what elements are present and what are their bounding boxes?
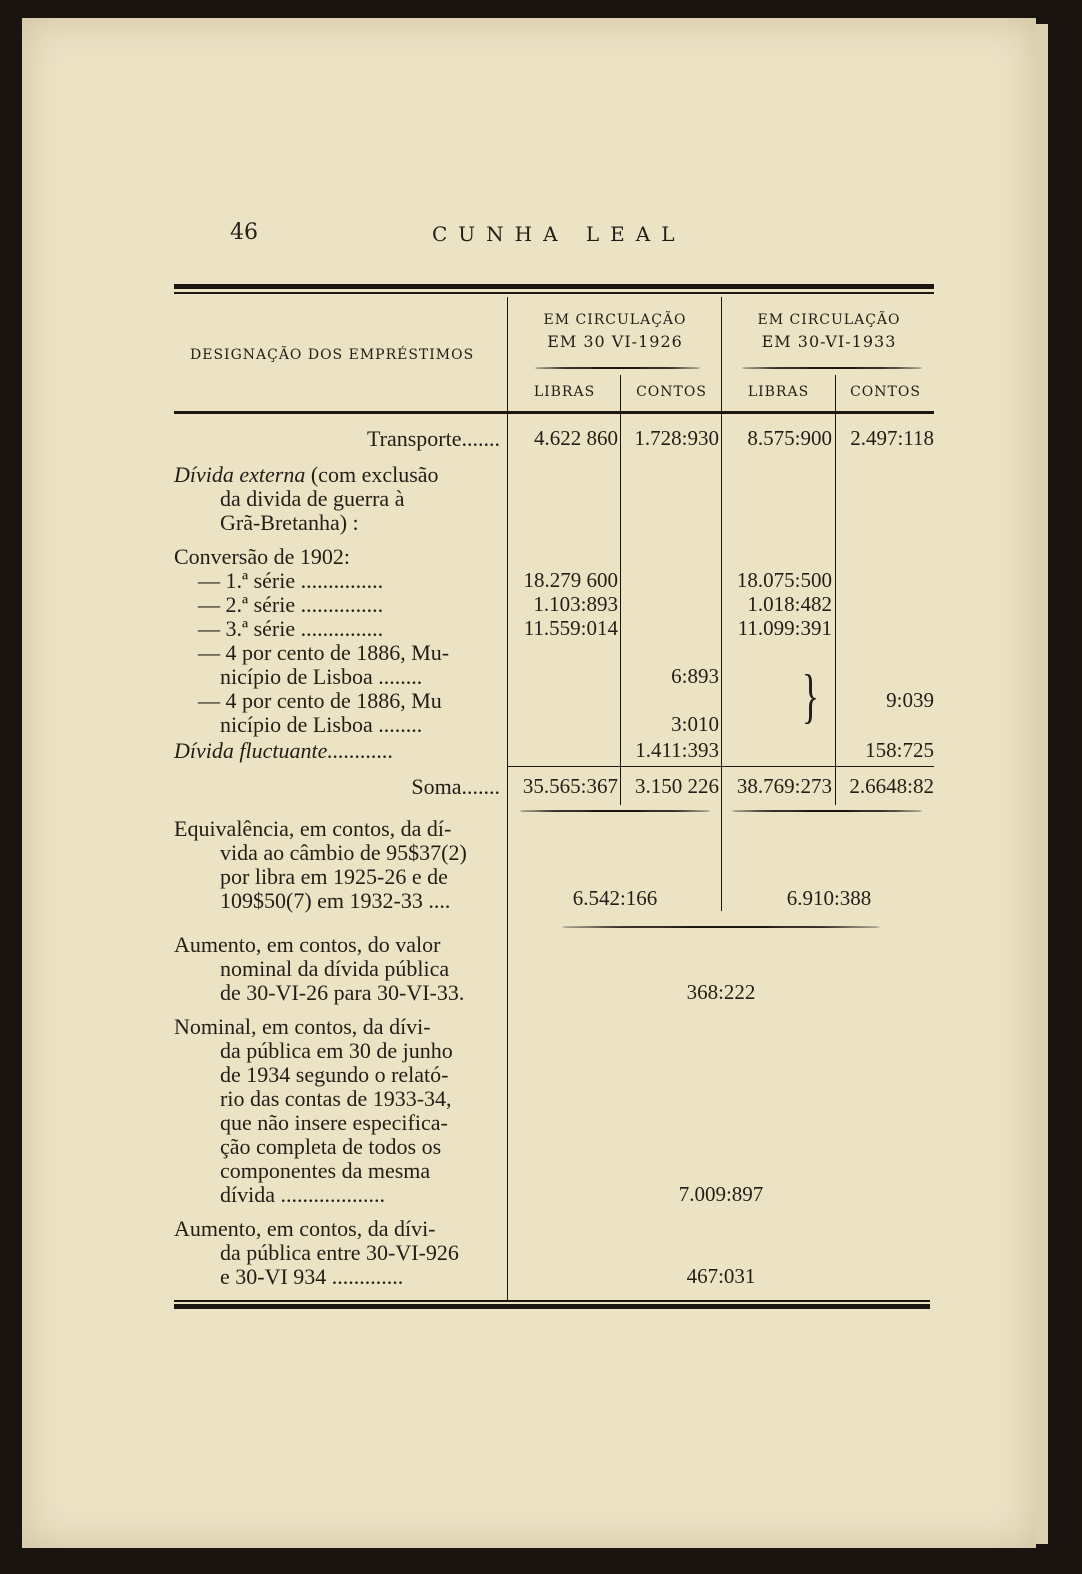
lisboa1-line1: — 4 por cento de 1886, Mu- [198,640,450,665]
soma-flourish-1933 [732,810,922,812]
aumento2-value: 467:031 [686,1264,756,1288]
equivalencia-line3: por libra em 1925-26 e de [220,864,448,889]
equivalencia-line1: Equivalência, em contos, da dí- [174,816,452,841]
nominal-line7: componentes da mesma [220,1158,431,1183]
aumento1-line3: de 30-VI-26 para 30-VI-33. [220,980,465,1005]
serie3-label: — 3.ª série ............... [198,616,384,641]
fluctuante-contos-1933: 158:725 [865,738,934,762]
lisboa1-line2: nicípio de Lisboa ........ [220,664,423,689]
equivalencia-value-1933: 6.910:388 [786,886,872,910]
lisboa2-contos-1926: 3:010 [671,712,719,736]
lisboa-brace: } [801,663,820,729]
page-edge [1036,24,1048,1544]
soma-libras-1933: 38.769:273 [736,774,832,798]
header-flourish-1926 [535,367,700,369]
transporte-contos-1933: 2.497:118 [850,426,934,450]
row-transporte-label: Transporte....... [366,426,500,451]
col-sub-libras-1926: LIBRAS [533,384,596,400]
col-header-1933-line2: EM 30-VI-1933 [761,332,897,351]
transporte-contos-1926: 1.728:930 [634,426,719,450]
lisboa2-line2: nicípio de Lisboa ........ [220,712,423,737]
transporte-libras-1926: 4.622 860 [534,426,618,450]
col-sub-contos-1926: CONTOS [636,384,707,400]
page-number: 46 [230,220,258,245]
aumento1-line2: nominal da dívida pública [220,956,450,981]
col-header-designacao: DESIGNAÇÃO DOS EMPRÉSTIMOS [190,347,475,363]
aumento2-line2: da pública entre 30-VI-926 [220,1240,459,1265]
conversao-heading: Conversão de 1902: [174,544,350,569]
serie1-libras-1926: 18.279 600 [523,568,618,592]
divida-externa-line3: Grã-Bretanha) : [220,510,359,535]
aumento1-value: 368:222 [686,980,756,1004]
equivalencia-line4: 109$50(7) em 1932-33 .... [220,888,451,913]
soma-contos-1933: 2.6648:82 [849,774,934,798]
header-bottom-rule [174,411,934,414]
aumento1-line1: Aumento, em contos, do valor [174,932,441,957]
col-sub-contos-1933: CONTOS [850,384,921,400]
table-bottom-rule-thin [174,1300,930,1302]
equivalencia-value-1926: 6.542:166 [572,886,658,910]
nominal-value: 7.009:897 [678,1182,764,1206]
col-header-1926-line2: EM 30 VI-1926 [547,332,683,351]
divida-externa-line2: da divida de guerra à [220,486,405,511]
col-header-1926-line1: EM CIRCULAÇÃO [543,312,687,328]
soma-label: Soma....... [411,774,500,799]
nominal-line5: que não insere especifica- [220,1110,448,1135]
serie2-label: — 2.ª série ............... [198,592,384,617]
transporte-libras-1933: 8.575:900 [747,426,832,450]
nominal-line1: Nominal, em contos, da dívi- [174,1014,431,1039]
serie2-libras-1933: 1.018:482 [747,592,832,616]
fluctuante-label: Dívida fluctuante............ [174,738,394,763]
serie1-libras-1933: 18.075:500 [736,568,832,592]
table-top-rule [174,284,934,289]
soma-flourish-1926 [520,810,710,812]
soma-libras-1926: 35.565:367 [522,774,618,798]
divida-externa-heading: Dívida externa [174,462,306,487]
equivalencia-flourish [562,926,880,928]
table-bottom-rule [174,1304,930,1309]
nominal-line2: da pública em 30 de junho [220,1038,453,1063]
serie3-libras-1933: 11.099:391 [737,616,832,640]
soma-contos-1926: 3.150 226 [635,774,719,798]
running-title: CUNHA LEAL [432,222,686,246]
nominal-line4: rio das contas de 1933-34, [220,1086,452,1111]
col-header-1933-line1: EM CIRCULAÇÃO [757,312,901,328]
aumento2-line1: Aumento, em contos, da dívi- [174,1216,436,1241]
lisboa1-contos-1926: 6:893 [671,664,719,688]
equivalencia-line2: vida ao câmbio de 95$37(2) [220,840,467,865]
serie2-libras-1926: 1.103:893 [533,592,618,616]
divida-externa-line1: Dívida externa (com exclusão [174,462,439,487]
table-top-rule-thin [174,292,934,294]
nominal-line6: ção completa de todos os [220,1134,442,1159]
soma-top-rule [508,766,934,767]
serie1-label: — 1.ª série ............... [198,568,384,593]
lisboa-combined-contos-1933: 9:039 [886,688,934,712]
lisboa2-line1: — 4 por cento de 1886, Mu [198,688,442,713]
aumento2-line3: e 30-VI 934 ............. [220,1264,404,1289]
nominal-line3: de 1934 segundo o relató- [220,1062,449,1087]
header-flourish-1933 [742,367,922,369]
serie3-libras-1926: 11.559:014 [523,616,618,640]
fluctuante-contos-1926: 1.411:393 [635,738,719,762]
nominal-line8: dívida ................... [220,1182,385,1207]
col-sub-libras-1933: LIBRAS [747,384,810,400]
